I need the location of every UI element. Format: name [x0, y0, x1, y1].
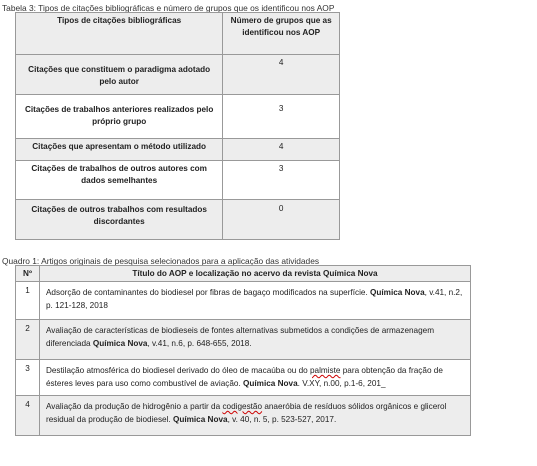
citation-type-cell: Citações de trabalhos de outros autores com dados semelhantes [16, 161, 223, 200]
selected-articles-table [15, 265, 471, 436]
group-count-cell: 4 [223, 139, 340, 161]
article-reference: Avaliação da produção de hidrogênio a partir da codigestão anaeróbia de resíduos sólidos orgânicos e glicerol residual da produção de biodiesel. Química Nova, v. 40, n. 5, p. 523-527, 2017. [39, 396, 470, 436]
header-citation-type: Tipos de citações bibliográficas [16, 13, 223, 55]
citation-type-cell: Citações que constituem o paradigma adotado pelo autor [16, 55, 223, 95]
citation-type-cell: Citações de trabalhos anteriores realizados pelo próprio grupo [16, 95, 223, 139]
group-count-cell: 3 [223, 95, 340, 139]
article-reference: Destilação atmosférica do biodiesel derivado do óleo de macaúba ou do palmiste para obtenção da fração de ésteres leves para uso como combustível de aviação. Química Nova. V.XY, n.00, p.1-6, 201_ [39, 360, 470, 396]
article-number: 4 [16, 396, 40, 436]
article-number: 3 [16, 360, 40, 396]
quadro1-caption: Quadro 1: Artigos originais de pesquisa selecionados para a aplicação das atividades [2, 256, 320, 266]
citation-types-table [15, 12, 340, 240]
header-number: Nº [16, 266, 40, 282]
citation-type-cell: Citações de outros trabalhos com resultados discordantes [16, 200, 223, 240]
group-count-cell: 4 [223, 55, 340, 95]
header-group-count: Número de grupos que as identificou nos AOP [223, 13, 340, 55]
article-reference: Avaliação de características de biodieseis de fontes alternativas submetidos a condições de armazenagem diferenciada Química Nova, v.41, n.6, p. 648-655, 2018. [39, 320, 470, 360]
article-number: 1 [16, 282, 40, 320]
citation-type-cell: Citações que apresentam o método utilizado [16, 139, 223, 161]
group-count-cell: 0 [223, 200, 340, 240]
group-count-cell: 3 [223, 161, 340, 200]
spellcheck-word: palmiste [309, 366, 341, 375]
header-title: Título do AOP e localização no acervo da revista Química Nova [39, 266, 470, 282]
spellcheck-word: codigestão [222, 402, 263, 411]
article-reference: Adsorção de contaminantes do biodiesel por fibras de bagaço modificados na superfície. Química Nova, v.41, n.2, p. 121-128, 2018 [39, 282, 470, 320]
article-number: 2 [16, 320, 40, 360]
table3-caption: Tabela 3: Tipos de citações bibliográficas e número de grupos que os identificou nos AOP [2, 3, 335, 13]
